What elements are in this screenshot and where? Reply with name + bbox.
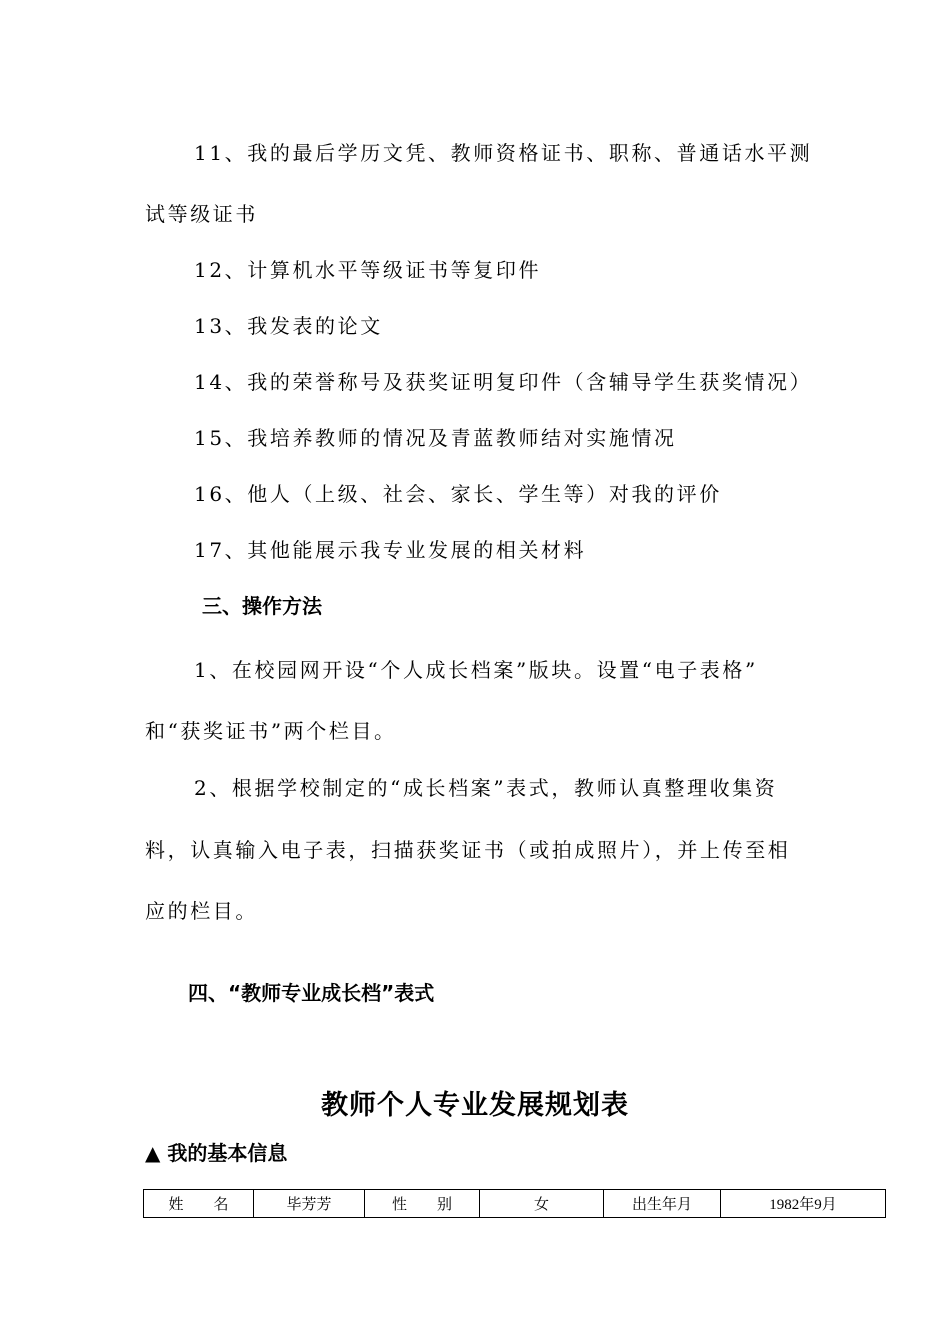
basic-info-table	[143, 1189, 886, 1218]
table-row	[144, 1190, 886, 1218]
section-3-step2-line2: 料，认真输入电子表，扫描获奖证书（或拍成照片），并上传至相	[145, 838, 791, 862]
list-item-16: 16、他人（上级、社会、家长、学生等）对我的评价	[194, 482, 722, 506]
list-item-12: 12、计算机水平等级证书等复印件	[194, 258, 542, 282]
gender-label-cell: 性 别	[365, 1190, 480, 1218]
list-item-11-line1: 11、我的最后学历文凭、教师资格证书、职称、普通话水平测	[194, 141, 813, 165]
list-item-13: 13、我发表的论文	[194, 314, 383, 338]
birth-value-cell: 1982年9月	[721, 1190, 886, 1218]
section-3-heading: 三、操作方法	[202, 594, 322, 618]
basic-info-heading: ▲ 我的基本信息	[145, 1141, 288, 1165]
name-value-cell: 毕芳芳	[254, 1190, 365, 1218]
list-item-15: 15、我培养教师的情况及青蓝教师结对实施情况	[194, 426, 677, 450]
form-title: 教师个人专业发展规划表	[321, 1090, 629, 1121]
section-4-heading: 四、“教师专业成长档”表式	[188, 981, 435, 1005]
list-item-14: 14、我的荣誉称号及获奖证明复印件（含辅导学生获奖情况）	[194, 370, 813, 394]
list-item-11-line2: 试等级证书	[145, 202, 258, 226]
section-3-step2-line1: 2、根据学校制定的“成长档案”表式，教师认真整理收集资	[194, 776, 778, 800]
section-3-step1-line2: 和“获奖证书”两个栏目。	[145, 719, 397, 743]
list-item-17: 17、其他能展示我专业发展的相关材料	[194, 538, 587, 562]
gender-value-cell: 女	[480, 1190, 604, 1218]
section-3-step2-line3: 应的栏目。	[145, 899, 258, 923]
name-label-cell: 姓 名	[144, 1190, 254, 1218]
birth-label-cell: 出生年月	[604, 1190, 721, 1218]
section-3-step1-line1: 1、在校园网开设“个人成长档案”版块。设置“电子表格”	[194, 658, 758, 682]
